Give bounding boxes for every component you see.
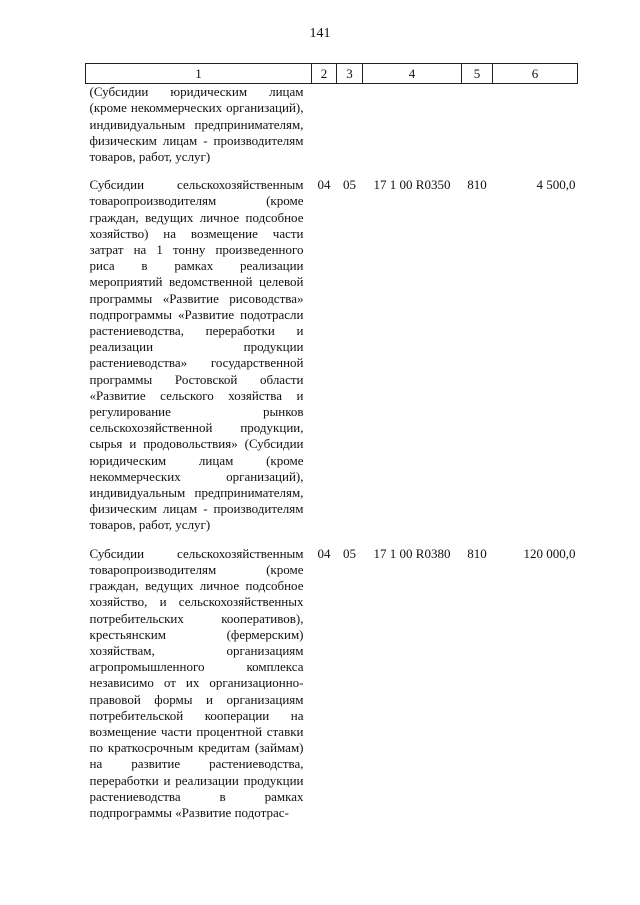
header-col-4: 4 bbox=[363, 64, 462, 84]
header-col-6: 6 bbox=[493, 64, 578, 84]
row-amount: 4 500,0 bbox=[536, 177, 576, 193]
table-row bbox=[86, 84, 578, 166]
row-expense-type: 810 bbox=[467, 545, 487, 561]
header-col-3: 3 bbox=[337, 64, 363, 84]
row-section: 04 bbox=[317, 545, 331, 561]
page-number: 141 bbox=[309, 26, 331, 41]
row-description: (Субсидии юридическим лицам (кроме некоммерческих организаций), индивидуальным предпринимателям, физическим лицам - производителям товаров, работ, услуг) bbox=[89, 84, 304, 165]
row-description: Субсидии сельскохозяйственным товаропроизводителям (кроме граждан, ведущих личное подсобное хозяйство) на возмещение части затрат на 1 тонну произведенного риса в рамках реализации мероприятий ведомственной целевой программы «Развитие рисоводства» подпрограммы «Развитие подотрасли растениеводства, переработки и реализации продукции растениеводства» государственной программы Ростовской области «Развитие сельского хозяйства и регулирование рынков сельскохозяйственной продукции, сырья и продовольствия» (Субсидии юридическим лицам (кроме некоммерческих организаций), индивидуальным предпринимателям, физическим лицам - производителям товаров, работ, услуг) bbox=[89, 177, 304, 533]
row-expense-type: 810 bbox=[467, 177, 487, 193]
row-amount: 120 000,0 bbox=[523, 545, 576, 561]
header-col-1: 1 bbox=[86, 64, 312, 84]
row-target-article bbox=[363, 84, 462, 166]
row-section bbox=[312, 84, 337, 166]
header-col-5: 5 bbox=[462, 64, 493, 84]
row-section: 04 bbox=[317, 177, 331, 193]
row-subsection: 05 bbox=[343, 177, 356, 193]
row-description: Субсидии сельскохозяйственным товаропроизводителям (кроме граждан, ведущих личное подсобное хозяйство, и сельскохозяйственных потребительских кооперативов), крестьянским (фермерским) хозяйствам, организациям агропромышленного комплекса независимо от их организационно-правовой формы и организациям потребительской кооперации на возмещение части процентной ставки по краткосрочным кредитам (займам) на развитие растениеводства, переработки и реализации продукции растениеводства в рамках подпрограммы «Развитие подотрас- bbox=[89, 545, 304, 820]
table-row bbox=[86, 534, 578, 821]
row-target-article: 17 1 00 R0350 bbox=[373, 177, 451, 193]
budget-table bbox=[85, 63, 578, 821]
row-subsection bbox=[337, 84, 363, 166]
header-col-2: 2 bbox=[312, 64, 337, 84]
row-expense-type bbox=[462, 84, 493, 166]
row-subsection: 05 bbox=[343, 545, 356, 561]
table-row bbox=[86, 165, 578, 533]
row-target-article: 17 1 00 R0380 bbox=[373, 545, 451, 561]
row-amount bbox=[493, 84, 578, 166]
table-header bbox=[86, 64, 578, 84]
